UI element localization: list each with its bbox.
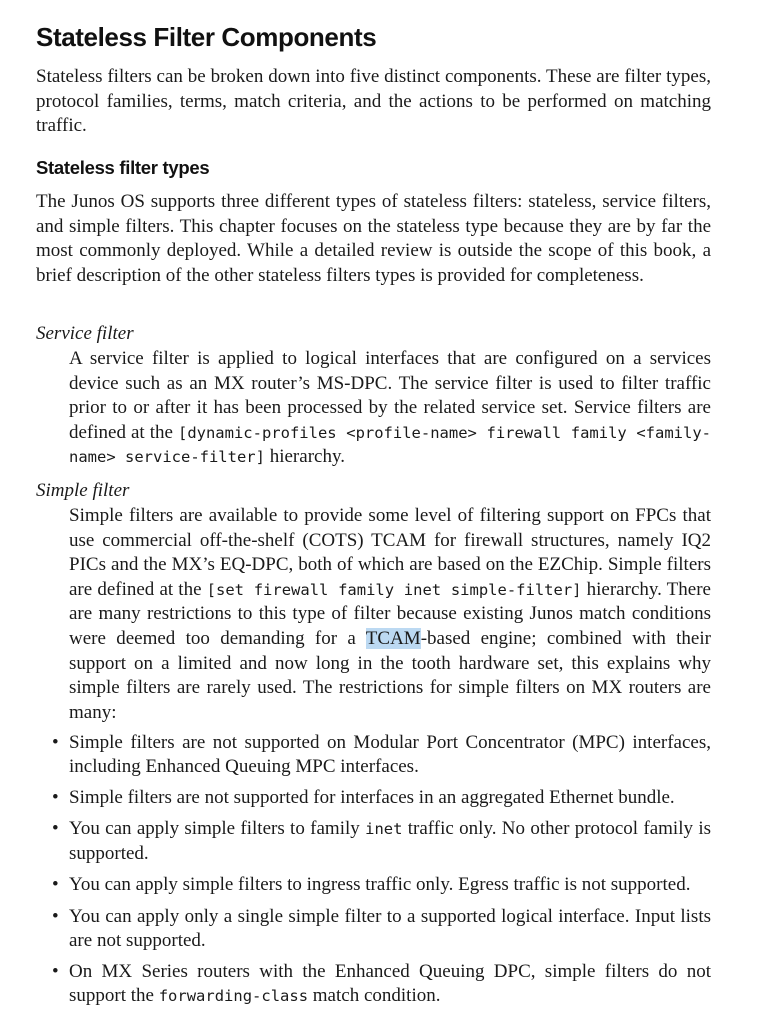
list-item-text: You can apply simple filters to ingress traffic only. Egress traffic is not supported.: [69, 874, 691, 896]
restrictions-list: [36, 731, 711, 1016]
list-item: [36, 817, 711, 866]
simple-filter-text-2: hierarchy. There are many restrictions to this type of filter because existing Junos match conditions were deemed too demanding for a: [69, 578, 711, 649]
service-filter-term: Service filter: [36, 323, 134, 344]
bullet-icon: •: [52, 905, 59, 927]
inline-code: forwarding-class: [158, 986, 309, 1005]
list-item: [36, 960, 711, 1009]
bullet-icon: •: [52, 818, 59, 840]
list-item-text: You can apply simple filters to family: [69, 818, 366, 840]
list-item-text: traffic only. No other protocol family is supported.: [69, 818, 711, 865]
simple-filter-definition: [69, 504, 711, 725]
list-item-text: Simple filters are not supported on Modular Port Concentrator (MPC) interfaces, including Enhanced Queuing MPC interfaces.: [69, 732, 711, 777]
page-title: Stateless Filter Components: [36, 22, 377, 52]
highlighted-text[interactable]: TCAM: [365, 627, 421, 649]
bullet-icon: •: [52, 960, 59, 982]
simple-filter-term: Simple filter: [36, 480, 130, 501]
bullet-icon: •: [52, 732, 59, 753]
service-filter-hierarchy-code: [dynamic-profiles <profile-name> firewall family <family-name> service-filter]: [69, 423, 711, 467]
simple-filter-text-3: -based engine; combined with their support on a limited and now long in the tooth hardware set, this explains why simple filters are rarely used. The restrictions for simple filters on MX routers are many:: [69, 627, 711, 723]
list-item: [36, 873, 711, 897]
bullet-icon: •: [52, 874, 59, 896]
list-item: [36, 905, 711, 953]
simple-filter-hierarchy-code: [set firewall family inet simple-filter]: [206, 580, 582, 599]
bullet-icon: •: [52, 787, 59, 809]
service-filter-text-1: A service filter is applied to logical interfaces that are configured on a services device such as an MX router’s MS-DPC. The service filter is used to filter traffic prior to or after it has been processed by the related service set. Service filters are defined at the: [69, 348, 711, 443]
intro-paragraph: Stateless filters can be broken down into five distinct components. These are filter types, protocol families, terms, match criteria, and the actions to be performed on matching traffic.: [36, 66, 711, 136]
list-item: [36, 786, 711, 810]
list-item-text: match condition.: [308, 984, 441, 1006]
inline-code: inet: [365, 820, 403, 839]
simple-filter-text-1: Simple filters are available to provide some level of filtering support on FPCs that use commercial off-the-shelf (COTS) TCAM for firewall structures, namely IQ2 PICs and the MX’s EQ-DPC, both of which are based on the EZChip. Simple filters are defined at the: [69, 505, 711, 600]
list-item: [36, 731, 711, 779]
list-item-text: On MX Series routers with the Enhanced Queuing DPC, simple filters do not support the: [69, 960, 711, 1006]
section-paragraph: The Junos OS supports three different types of stateless filters: stateless, service filters, and simple filters. This chapter focuses on the stateless type because they are by far the most commonly deployed. While a detailed review is outside the scope of this book, a brief description of the other stateless filters types is provided for completeness.: [36, 191, 711, 286]
service-filter-definition: [69, 347, 711, 470]
service-filter-text-2: hierarchy.: [264, 446, 345, 468]
list-item-text: You can apply only a single simple filter to a supported logical interface. Input lists are not supported.: [69, 905, 711, 951]
list-item-text: Simple filters are not supported for interfaces in an aggregated Ethernet bundle.: [69, 787, 675, 809]
section-heading: Stateless filter types: [36, 157, 210, 178]
